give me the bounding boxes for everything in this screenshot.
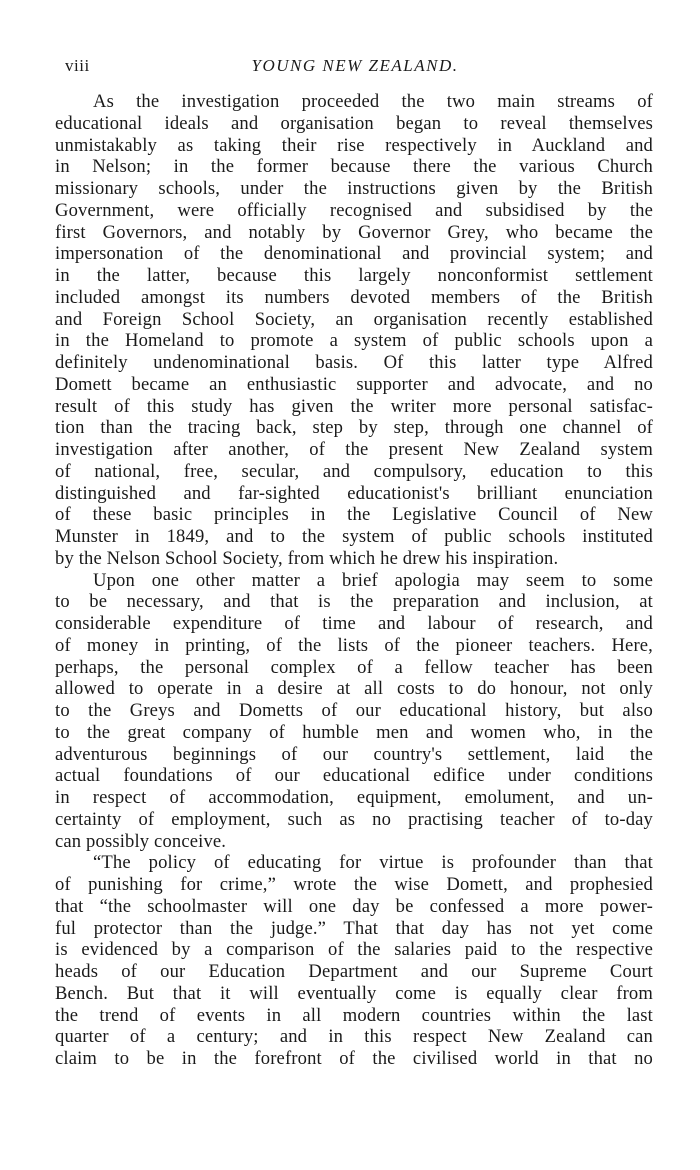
- text-line: missionary schools, under the instructions given by the British: [55, 178, 653, 199]
- page-number: viii: [65, 56, 90, 75]
- text-line: unmistakably as taking their rise respectively in Auckland and: [55, 134, 653, 156]
- text-line: in respect of accommodation, equipment, emolument, and un-: [55, 787, 653, 808]
- text-line: heads of our Education Department and our Supreme Court: [55, 961, 653, 982]
- text-line: in the latter, because this largely nonconformist settlement: [55, 265, 653, 286]
- text-line: certainty of employment, such as no practising teacher of to-day: [55, 808, 653, 830]
- paragraph-3: [55, 852, 653, 1070]
- text-line: that “the schoolmaster will one day be confessed a more power-: [55, 895, 653, 917]
- text-line: result of this study has given the writer more personal satisfac-: [55, 395, 653, 417]
- text-line: to the Greys and Dometts of our educational history, but also: [55, 700, 653, 721]
- running-title: YOUNG NEW ZEALAND.: [251, 56, 459, 75]
- text-line: adventurous beginnings of our country's settlement, laid the: [55, 743, 653, 765]
- text-line: considerable expenditure of time and labour of research, and: [55, 613, 653, 634]
- text-line: first Governors, and notably by Governor Grey, who became the: [55, 221, 653, 243]
- text-line: in Nelson; in the former because there the various Church: [55, 156, 653, 178]
- text-line: quarter of a century; and in this respect New Zealand can: [55, 1026, 653, 1048]
- text-line: actual foundations of our educational edifice under conditions: [55, 765, 653, 787]
- text-line: distinguished and far-sighted educationist's brilliant enunciation: [55, 482, 653, 504]
- text-line: is evidenced by a comparison of the salaries paid to the respective: [55, 939, 653, 961]
- text-line: by the Nelson School Society, from which he drew his inspiration.: [55, 547, 559, 569]
- text-line: ful protector than the judge.” That that day has not yet come: [55, 917, 653, 939]
- text-line: tion than the tracing back, step by step, through one channel of: [55, 417, 653, 439]
- paragraph-1: [55, 91, 653, 570]
- text-line: to the great company of humble men and women who, in the: [55, 721, 653, 743]
- running-head: [55, 56, 655, 80]
- text-line: impersonation of the denominational and provincial system; and: [55, 243, 653, 265]
- text-line: in the Homeland to promote a system of public schools upon a: [55, 330, 653, 352]
- body-text: [55, 91, 653, 1070]
- text-line: claim to be in the forefront of the civilised world in that no: [55, 1048, 653, 1069]
- text-line: As the investigation proceeded the two main streams of: [93, 91, 653, 112]
- text-line: allowed to operate in a desire at all costs to do honour, not only: [55, 678, 653, 700]
- text-line: perhaps, the personal complex of a fellow teacher has been: [55, 656, 653, 678]
- text-line: investigation after another, of the present New Zealand system: [55, 439, 653, 460]
- text-line: Government, were officially recognised and subsidised by the: [55, 199, 653, 221]
- text-line: to be necessary, and that is the preparation and inclusion, at: [55, 591, 653, 613]
- paragraph-2: [55, 570, 653, 853]
- text-line: Upon one other matter a brief apologia may seem to some: [93, 569, 653, 591]
- text-line: of punishing for crime,” wrote the wise Domett, and prophesied: [55, 874, 653, 895]
- text-line: of national, free, secular, and compulsory, education to this: [55, 460, 653, 482]
- text-line: can possibly conceive.: [55, 830, 227, 852]
- text-line: included amongst its numbers devoted members of the British: [55, 286, 653, 308]
- text-line: “The policy of educating for virtue is profounder than that: [93, 852, 653, 874]
- text-line: of these basic principles in the Legislative Council of New: [55, 504, 653, 526]
- text-line: Munster in 1849, and to the system of public schools instituted: [55, 526, 653, 547]
- text-line: and Foreign School Society, an organisation recently established: [55, 308, 653, 330]
- text-line: Bench. But that it will eventually come is equally clear from: [55, 982, 653, 1004]
- text-line: Domett became an enthusiastic supporter and advocate, and no: [55, 373, 653, 395]
- text-line: the trend of events in all modern countries within the last: [55, 1004, 653, 1026]
- text-line: educational ideals and organisation began to reveal themselves: [55, 112, 653, 134]
- text-line: of money in printing, of the lists of the pioneer teachers. Here,: [55, 634, 653, 656]
- text-line: definitely undenominational basis. Of this latter type Alfred: [55, 352, 653, 373]
